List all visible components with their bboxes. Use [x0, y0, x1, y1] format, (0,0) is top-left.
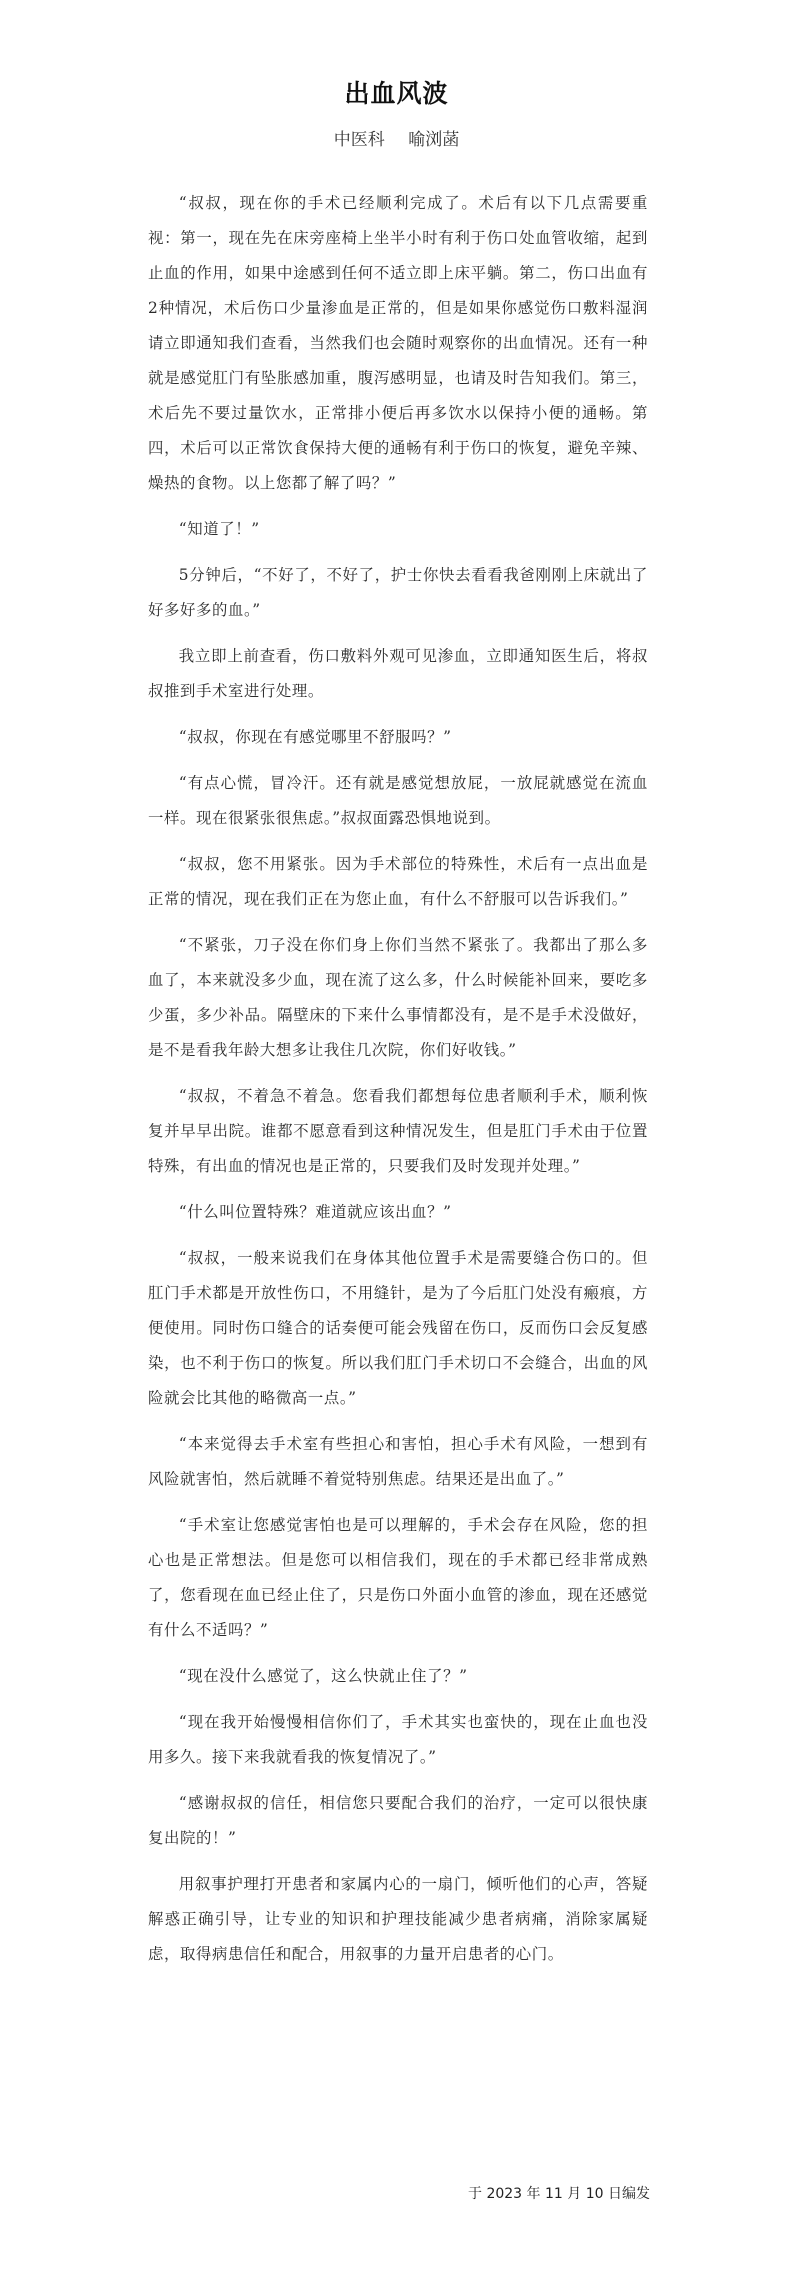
article-body: [148, 186, 648, 1983]
paragraph: “有点心慌，冒冷汗。还有就是感觉想放屁，一放屁就感觉在流血一样。现在很紧张很焦虑。”叔叔面露恐惧地说到。: [148, 774, 648, 827]
paragraph: “知道了！”: [178, 520, 260, 538]
paragraph: “手术室让您感觉害怕也是可以理解的，手术会存在风险，您的担心也是正常想法。但是您可以相信我们，现在的手术都已经非常成熟了，您看现在血已经止住了，只是伤口外面小血管的渗血，现在还感觉有什么不适吗？”: [148, 1516, 648, 1639]
publish-date: 于 2023 年 11 月 10 日编发: [468, 2186, 650, 2202]
paragraph: “感谢叔叔的信任，相信您只要配合我们的治疗，一定可以很快康复出院的！”: [148, 1794, 648, 1847]
paragraph: “叔叔，现在你的手术已经顺利完成了。术后有以下几点需要重视：第一，现在先在床旁座椅上坐半小时有利于伤口处血管收缩，起到止血的作用，如果中途感到任何不适立即上床平躺。第二，伤口出血有2种情况，术后伤口少量渗血是正常的，但是如果你感觉伤口敷料湿润请立即通知我们查看，当然我们也会随时观察你的出血情况。还有一种就是感觉肛门有坠胀感加重，腹泻感明显，也请及时告知我们。第三，术后先不要过量饮水，正常排小便后再多饮水以保持小便的通畅。第四，术后可以正常饮食保持大便的通畅有利于伤口的恢复，避免辛辣、燥热的食物。以上您都了解了吗？”: [148, 194, 648, 492]
paragraph: “现在没什么感觉了，这么快就止住了？”: [178, 1667, 468, 1685]
paragraph: “叔叔，不着急不着急。您看我们都想每位患者顺利手术，顺利恢复并早早出院。谁都不愿意看到这种情况发生，但是肛门手术由于位置特殊，有出血的情况也是正常的，只要我们及时发现并处理。”: [148, 1087, 648, 1175]
paragraph: 我立即上前查看，伤口敷料外观可见渗血，立即通知医生后，将叔叔推到手术室进行处理。: [148, 647, 648, 700]
paragraph: 用叙事护理打开患者和家属内心的一扇门，倾听他们的心声，答疑解惑正确引导，让专业的知识和护理技能减少患者病痛，消除家属疑虑，取得病患信任和配合，用叙事的力量开启患者的心门。: [148, 1875, 648, 1963]
paragraph: “叔叔，一般来说我们在身体其他位置手术是需要缝合伤口的。但肛门手术都是开放性伤口，不用缝针，是为了今后肛门处没有瘢痕，方便使用。同时伤口缝合的话奏便可能会残留在伤口，反而伤口会反复感染，也不利于伤口的恢复。所以我们肛门手术切口不会缝合，出血的风险就会比其他的略微高一点。”: [148, 1249, 648, 1407]
paragraph: “叔叔，您不用紧张。因为手术部位的特殊性，术后有一点出血是正常的情况，现在我们正在为您止血，有什么不舒服可以告诉我们。”: [148, 855, 648, 908]
byline: [0, 125, 793, 150]
paragraph: 5分钟后，“不好了，不好了，护士你快去看看我爸刚刚上床就出了好多好多的血。”: [148, 566, 648, 619]
paragraph: “本来觉得去手术室有些担心和害怕，担心手术有风险，一想到有风险就害怕，然后就睡不着觉特别焦虑。结果还是出血了。”: [148, 1435, 648, 1488]
author: 喻浏菡: [408, 130, 460, 150]
paragraph: “现在我开始慢慢相信你们了，手术其实也蛮快的，现在止血也没用多久。接下来我就看我的恢复情况了。”: [148, 1713, 648, 1766]
article-title: 出血风波: [344, 79, 449, 108]
department: 中医科: [333, 130, 385, 150]
paragraph: “叔叔，你现在有感觉哪里不舒服吗？”: [178, 728, 452, 746]
paragraph: “什么叫位置特殊？难道就应该出血？”: [178, 1203, 452, 1221]
paragraph: “不紧张，刀子没在你们身上你们当然不紧张了。我都出了那么多血了，本来就没多少血，现在流了这么多，什么时候能补回来，要吃多少蛋，多少补品。隔壁床的下来什么事情都没有，是不是手术没做好，是不是看我年龄大想多让我住几次院，你们好收钱。”: [148, 936, 648, 1059]
